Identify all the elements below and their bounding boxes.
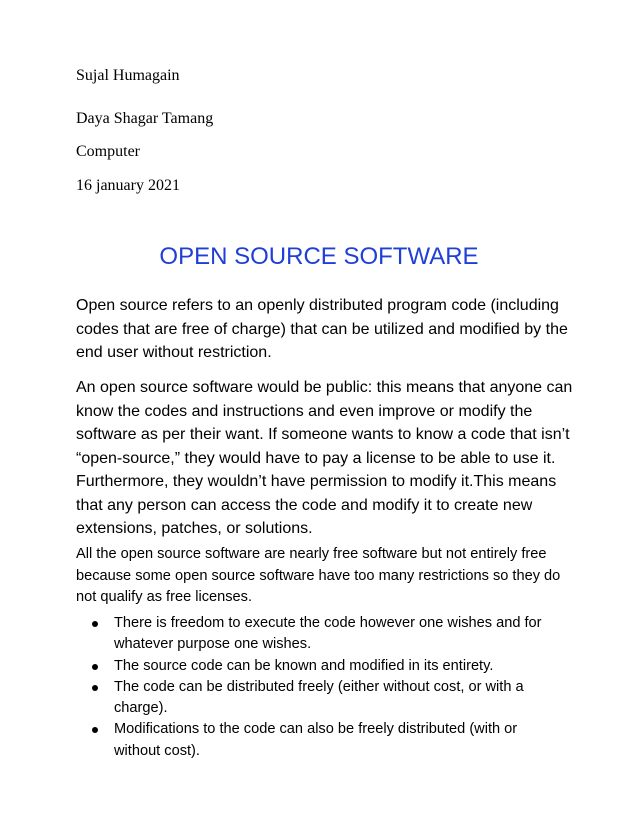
author-name: Sujal Humagain: [76, 67, 180, 84]
paragraph-free-software: [76, 544, 576, 609]
list-item: [92, 677, 572, 720]
list-item: [92, 613, 572, 656]
list-item-line: without cost).: [114, 742, 200, 759]
freedoms-list: [92, 613, 572, 762]
paragraph-line: An open source software would be public: this means that anyone can: [76, 379, 573, 396]
paragraph-line: “open-source,” they would have to pay a license to be able to use it.: [76, 449, 556, 467]
paragraph-line: that any person can access the code and modify it to create new: [76, 496, 533, 514]
paragraph-line: not qualify as free licenses.: [76, 589, 253, 605]
paragraph-line: extensions, patches, or solutions.: [76, 520, 313, 537]
list-item-line: charge).: [114, 700, 168, 717]
paragraph-line: software as per their want. If someone wants to know a code that isn’t: [76, 426, 570, 443]
list-item: [92, 719, 572, 762]
list-item-line: Modifications to the code can also be freely distributed (with or: [114, 721, 518, 738]
list-item-line: The source code can be known and modified in its entirety.: [114, 657, 494, 674]
paragraph-line: end user without restriction.: [76, 344, 272, 361]
bullet-icon: [92, 727, 98, 733]
paragraph-line: Open source refers to an openly distributed program code (including: [76, 297, 559, 314]
paragraph-line: Furthermore, they wouldn’t have permission to modify it.This means: [76, 473, 557, 490]
bullet-icon: [92, 685, 98, 691]
paragraph-line: because some open source software have too many restrictions so they do: [76, 567, 561, 584]
list-item-line: The code can be distributed freely (either without cost, or with a: [114, 678, 524, 695]
paragraph-definition: [76, 294, 576, 365]
list-item-line: whatever purpose one wishes.: [114, 636, 312, 653]
bullet-icon: [92, 664, 98, 670]
teacher-name: Daya Shagar Tamang: [76, 110, 214, 127]
paragraph-line: know the codes and instructions and even improve or modify the: [76, 402, 533, 420]
bullet-icon: [92, 621, 98, 627]
list-item: [92, 656, 572, 677]
paragraph-line: All the open source software are nearly free software but not entirely free: [76, 546, 547, 562]
subject-name: Computer: [76, 143, 140, 160]
document-date: 16 january 2021: [76, 177, 180, 194]
list-item-line: There is freedom to execute the code however one wishes and for: [114, 615, 542, 631]
paragraph-public: [76, 376, 576, 541]
document-title: OPEN SOURCE SOFTWARE: [159, 243, 479, 270]
paragraph-line: codes that are free of charge) that can be utilized and modified by the: [76, 320, 568, 338]
